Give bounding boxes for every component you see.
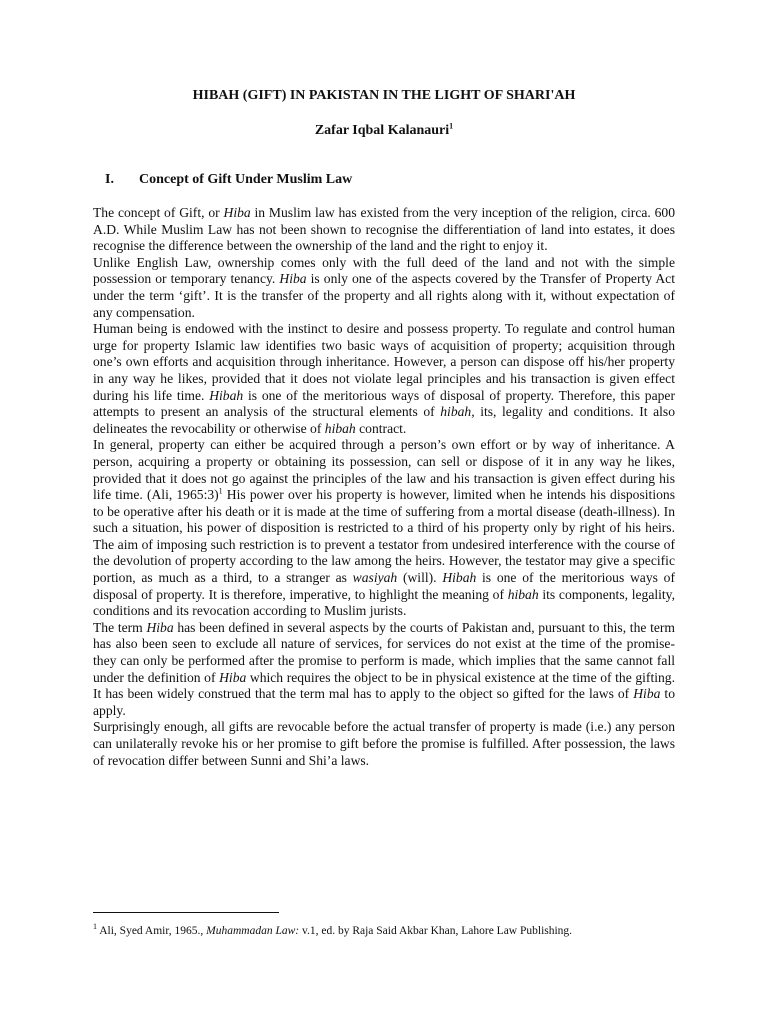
footnote-marker: 1 <box>93 922 97 931</box>
text-run: its, legality and conditions. It also delineates the revocability or otherwise of <box>93 404 675 436</box>
section-title: Concept of Gift Under Muslim Law <box>139 172 353 187</box>
italic-term: Muhammadan Law: <box>206 924 300 937</box>
paragraph <box>93 255 675 321</box>
footnote-reference[interactable]: 1 <box>218 486 223 496</box>
italic-term: hibah, <box>440 404 475 420</box>
italic-term: Hiba <box>223 205 251 220</box>
text-run: (will). <box>397 570 443 586</box>
section-number: I. <box>105 172 114 187</box>
document-title: HIBAH (GIFT) IN PAKISTAN IN THE LIGHT OF SHARI'AH <box>192 88 576 103</box>
text-run: to apply. <box>93 686 675 718</box>
author-name: Zafar Iqbal Kalanauri <box>314 123 450 138</box>
text-run: His power over his property is however, limited when he intends his dispositions to be operative after his death or it is made at the time of suffering from a mortal disease (death-illness). In such a situation, his power of disposition is restricted to a third of his property only by right of his heirs. The aim of imposing such restriction is to prevent a testator from undesired interference with the course of the devolution of property according to the law among the heirs. However, the testator may give a specific portion, as much as a third, to a stranger as <box>93 487 675 586</box>
paragraph <box>93 620 675 720</box>
italic-term: Hibah <box>442 570 477 586</box>
body-text <box>93 205 675 769</box>
text-run: In general, property can either be acquired through a person’s own effort or by way of inheritance. A person, acquiring a property or obtaining its possession, can sell or dispose of it in any way he likes, provided that it does not go against the principles of the law and his transaction is given effect during his life time. (Ali, 1965:3) <box>93 437 675 503</box>
paragraph <box>93 437 675 620</box>
text-run: The concept of Gift, or <box>93 205 224 220</box>
italic-term: Hiba <box>633 686 661 702</box>
italic-term: hibah <box>324 420 356 436</box>
text-run: Unlike English Law, ownership comes only with the full deed of the land and not with the simple possession or temporary tenancy. <box>93 254 675 287</box>
author-line <box>0 123 768 139</box>
text-run: Ali, Syed Amir, 1965., <box>97 924 207 937</box>
italic-term: Hiba <box>279 271 307 287</box>
text-run: v.1, ed. by Raja Said Akbar Khan, Lahore Law Publishing. <box>299 924 573 937</box>
author-footnote-marker: 1 <box>449 121 454 131</box>
text-run: which requires the object to be in physical existence at the time of the gifting. It has been widely construed that the term mal has to apply to the object so gifted for the laws of <box>93 669 675 702</box>
text-run: is one of the meritorious ways of disposal of property. Therefore, this paper attempts to present an analysis of the structural elements of <box>93 387 675 420</box>
footnote-divider <box>93 912 279 913</box>
italic-term: Hiba <box>219 669 247 685</box>
italic-term: hibah <box>507 586 539 602</box>
section-heading <box>105 172 352 188</box>
text-run: in Muslim law has existed from the very inception of the religion, circa. 600 A.D. While Muslim Law has not been shown to recognise the differentiation of land into estates, it does recognise the difference between the ownership of the land and the right to enjoy it. <box>93 205 676 254</box>
text-run: its components, legality, conditions and its revocation according to Muslim jurists. <box>93 586 675 619</box>
text-run: Surprisingly enough, all gifts are revocable before the actual transfer of property is made (i.e.) any person can unilaterally revoke his or her promise to gift before the promise is fulfilled. After possession, the laws of revocation differ between Sunni and Shi’a laws. <box>93 719 675 768</box>
italic-term: Hibah <box>209 387 244 403</box>
paragraph <box>93 321 675 437</box>
italic-term: wasiyah <box>352 570 398 586</box>
text-run: contract. <box>355 420 407 436</box>
text-run: The term <box>93 619 147 635</box>
text-run: is one of the meritorious ways of disposal of property. It is therefore, imperative, to highlight the meaning of <box>93 570 675 602</box>
text-run: is only one of the aspects covered by the Transfer of Property Act under the term ‘gift’. It is the transfer of the property and all rights along with it, without expectation of any compensation. <box>93 271 675 320</box>
text-run: has been defined in several aspects by the courts of Pakistan and, pursuant to this, the term has also been seen to exclude all nature of services, for services do not exist at the time of the promise- they can only be performed after the promise to perform is made, which implies that the same cannot fall under the definition of <box>93 619 676 685</box>
paragraph <box>93 719 675 769</box>
footnote <box>93 920 693 938</box>
italic-term: Hiba <box>146 619 174 635</box>
paragraph <box>93 205 675 255</box>
text-run: Human being is endowed with the instinct to desire and possess property. To regulate and control human urge for property Islamic law identifies two basic ways of acquisition of property; acquisition through one’s own efforts and acquisition through inheritance. However, a person can dispose off his/her property in any way he likes, provided that it does not violate legal principles and his transaction is given effect during his life time. <box>93 321 675 403</box>
